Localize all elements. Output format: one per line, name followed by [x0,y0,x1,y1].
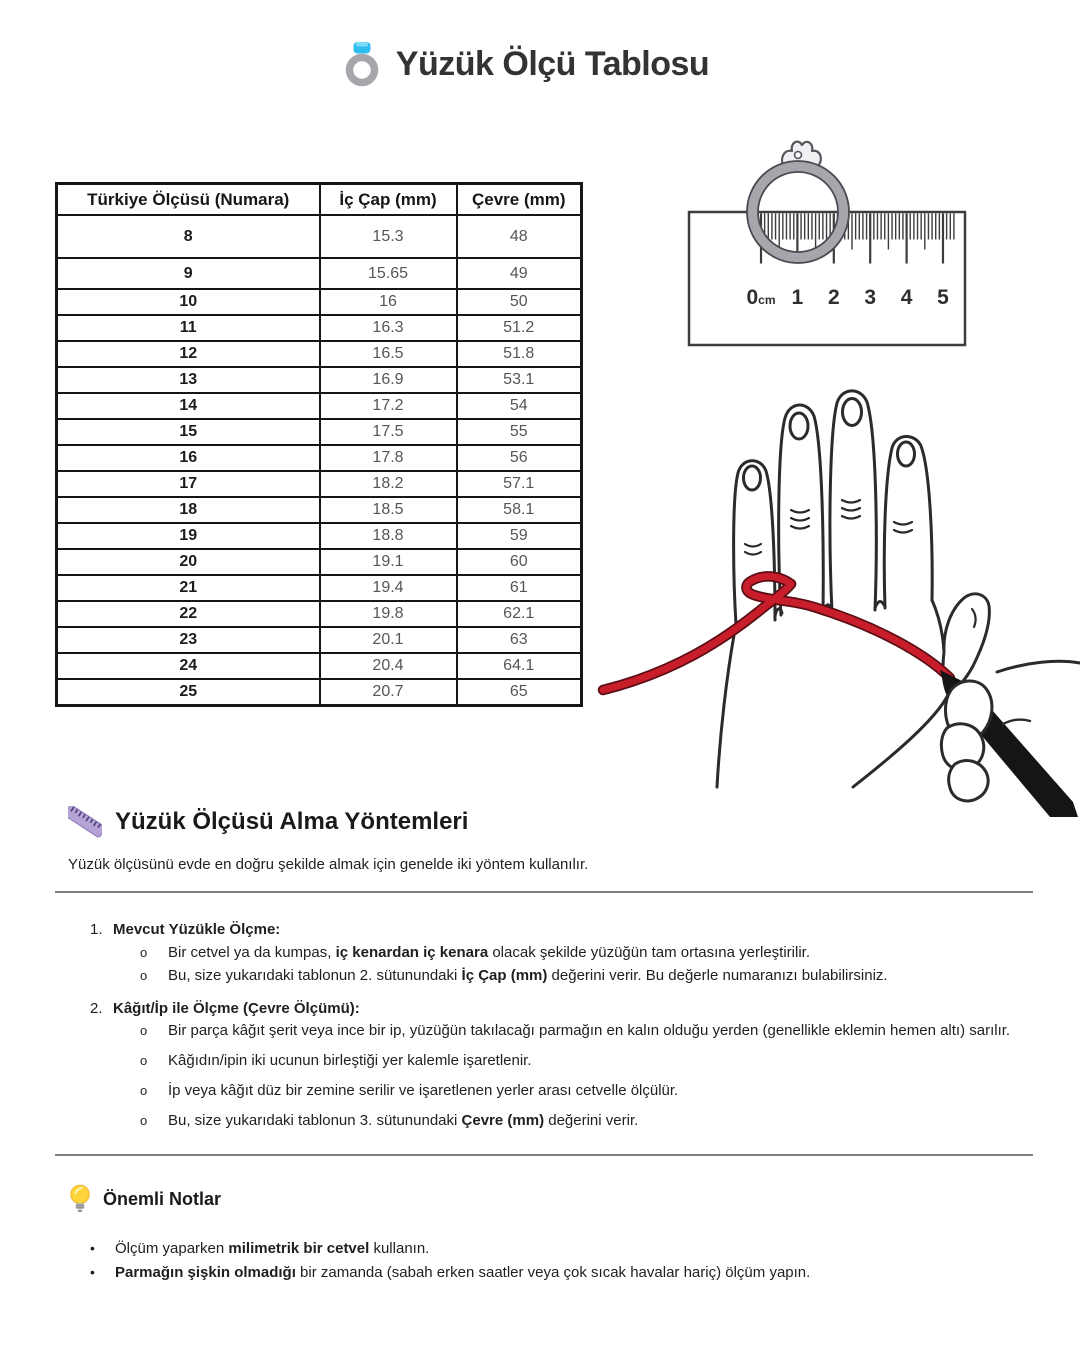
size-number-cell: 12 [57,341,320,367]
circumference-cell: 63 [457,627,582,653]
ring-size-table [55,182,583,707]
method-number: 2. [90,1000,103,1017]
size-number-cell: 24 [57,653,320,679]
inner-diameter-cell: 15.3 [320,215,457,258]
text: değerini verir. [544,1112,639,1129]
bullet-marker: o [140,1023,148,1038]
bold-text: milimetrik bir cetvel [228,1240,370,1257]
note-text [115,1262,810,1283]
notes-heading: Önemli Notlar [103,1189,222,1209]
size-number-cell: 21 [57,575,320,601]
size-number-cell: 18 [57,497,320,523]
bullet-text [168,942,810,963]
size-number-cell: 14 [57,393,320,419]
method-bullet [55,1080,1035,1101]
size-number-cell: 13 [57,367,320,393]
svg-text:1: 1 [791,286,804,309]
method-heading [55,919,1035,940]
circumference-cell: 58.1 [457,497,582,523]
note-item [55,1238,1035,1259]
divider [55,1154,1033,1156]
size-number-cell: 9 [57,258,320,289]
bullet-text [168,1110,638,1131]
text: Bu, size yukarıdaki tablonun 2. sütunundaki [168,967,462,984]
text: Ölçüm yaparken [115,1240,229,1257]
size-number-cell: 10 [57,289,320,315]
table-row [57,575,582,601]
bullet-marker: o [140,1083,148,1098]
inner-diameter-cell: 19.4 [320,575,457,601]
size-number-cell: 19 [57,523,320,549]
text: değerini verir. Bu değerle numaranızı bulabilirsiniz. [547,967,888,984]
table-row [57,315,582,341]
method-bullet [55,942,1035,963]
table-row [57,497,582,523]
bold-text: İç Çap (mm) [461,967,548,984]
table-row [57,258,582,289]
marking-hand [941,661,1080,801]
circumference-cell: 65 [457,679,582,705]
bullet-text [168,965,888,986]
inner-diameter-cell: 16.9 [320,367,457,393]
svg-text:5: 5 [937,286,949,309]
circumference-cell: 51.8 [457,341,582,367]
page-title: Yüzük Ölçü Tablosu [395,44,710,83]
table-row [57,393,582,419]
notes-list [55,1238,1035,1283]
size-number-cell: 22 [57,601,320,627]
circumference-cell: 55 [457,419,582,445]
size-number-cell: 8 [57,215,320,258]
text: Bu, size yukarıdaki tablonun 3. sütunundaki [168,1112,462,1129]
table-row [57,419,582,445]
table-row [57,653,582,679]
circumference-cell: 50 [457,289,582,315]
inner-diameter-cell: 20.4 [320,653,457,679]
table-header-row [57,184,582,216]
note-item [55,1262,1035,1283]
method-heading [55,998,1035,1019]
column-header-circumference: Çevre (mm) [457,184,582,216]
lightbulb-icon [68,1183,92,1215]
methods-intro: Yüzük ölçüsünü evde en doğru şekilde almak için genelde iki yöntem kullanılır. [68,856,589,873]
inner-diameter-cell: 19.8 [320,601,457,627]
bullet-marker: o [140,1113,148,1128]
bullet-marker: o [140,1053,148,1068]
table-row [57,367,582,393]
hand-string-illustration [595,372,1080,822]
size-number-cell: 15 [57,419,320,445]
svg-text:0cm: 0cm [746,286,776,309]
size-number-cell: 16 [57,445,320,471]
svg-text:2: 2 [827,286,840,309]
ruler-icon [68,806,102,838]
circumference-cell: 51.2 [457,315,582,341]
text: Bir cetvel ya da kumpas, [168,944,336,961]
table-row [57,445,582,471]
methods-list [55,919,1035,1131]
inner-diameter-cell: 18.5 [320,497,457,523]
methods-section [55,806,1035,1283]
inner-diameter-cell: 17.5 [320,419,457,445]
circumference-cell: 48 [457,215,582,258]
note-text [115,1238,429,1259]
bold-text: Parmağın şişkin olmadığı [115,1264,296,1281]
circumference-cell: 61 [457,575,582,601]
document-title-row [0,40,1066,88]
ring-icon [343,40,381,88]
method-bullet [55,1020,1035,1041]
inner-diameter-cell: 18.2 [320,471,457,497]
method-bullet [55,1110,1035,1131]
table-row [57,627,582,653]
inner-diameter-cell: 15.65 [320,258,457,289]
notes-heading-row [68,1183,1035,1215]
svg-text:3: 3 [864,286,877,309]
table-row [57,215,582,258]
circumference-cell: 64.1 [457,653,582,679]
size-number-cell: 11 [57,315,320,341]
circumference-cell: 49 [457,258,582,289]
bullet-text [168,1080,678,1101]
text: kullanın. [369,1240,430,1257]
inner-diameter-cell: 18.8 [320,523,457,549]
circumference-cell: 53.1 [457,367,582,393]
ring-on-ruler-illustration [683,136,973,356]
inner-diameter-cell: 17.8 [320,445,457,471]
divider [55,891,1033,893]
bullet-marker: o [140,945,148,960]
text: İp veya kâğıt düz bir zemine serilir ve işaretlenen yerler arası cetvelle ölçülür. [168,1082,679,1099]
method-title: Mevcut Yüzükle Ölçme: [113,921,281,938]
table-row [57,471,582,497]
text: Kâğıdın/ipin iki ucunun birleştiği yer kalemle işaretlenir. [168,1052,532,1069]
inner-diameter-cell: 16.5 [320,341,457,367]
bullet-marker: o [140,968,148,983]
inner-diameter-cell: 16 [320,289,457,315]
methods-heading-row [68,806,1035,838]
inner-diameter-cell: 16.3 [320,315,457,341]
size-number-cell: 17 [57,471,320,497]
text: Bir parça kâğıt şerit veya ince bir ip, yüzüğün takılacağı parmağın en kalın olduğu yerden (genellikle eklemin hemen altı) sarılır. [168,1022,1011,1039]
methods-heading: Yüzük Ölçüsü Alma Yöntemleri [115,808,469,835]
size-number-cell: 20 [57,549,320,575]
size-number-cell: 25 [57,679,320,705]
table-row [57,523,582,549]
size-number-cell: 23 [57,627,320,653]
method-bullet [55,965,1035,986]
circumference-cell: 56 [457,445,582,471]
circumference-cell: 62.1 [457,601,582,627]
bullet-text [168,1020,1010,1041]
circumference-cell: 60 [457,549,582,575]
method-bullet [55,1050,1035,1071]
table-row [57,289,582,315]
method-title: Kâğıt/İp ile Ölçme (Çevre Ölçümü): [113,1000,360,1017]
inner-diameter-cell: 20.1 [320,627,457,653]
inner-diameter-cell: 19.1 [320,549,457,575]
column-header-size: Türkiye Ölçüsü (Numara) [57,184,320,216]
circumference-cell: 57.1 [457,471,582,497]
method-number: 1. [90,921,103,938]
column-header-inner-diameter: İç Çap (mm) [320,184,457,216]
table-row [57,341,582,367]
table-row [57,679,582,705]
text: olacak şekilde yüzüğün tam ortasına yerleştirilir. [488,944,810,961]
inner-diameter-cell: 17.2 [320,393,457,419]
bold-text: Çevre (mm) [461,1112,545,1129]
method-item [55,998,1035,1131]
table-row [57,549,582,575]
inner-diameter-cell: 20.7 [320,679,457,705]
method-item [55,919,1035,986]
text: bir zamanda (sabah erken saatler veya çok sıcak havalar hariç) ölçüm yapın. [295,1264,811,1281]
circumference-cell: 59 [457,523,582,549]
svg-text:4: 4 [900,286,913,309]
note-bullet-marker: • [90,1240,95,1256]
bold-text: iç kenardan iç kenara [335,944,489,961]
circumference-cell: 54 [457,393,582,419]
bullet-text [168,1050,532,1071]
note-bullet-marker: • [90,1264,95,1280]
table-row [57,601,582,627]
